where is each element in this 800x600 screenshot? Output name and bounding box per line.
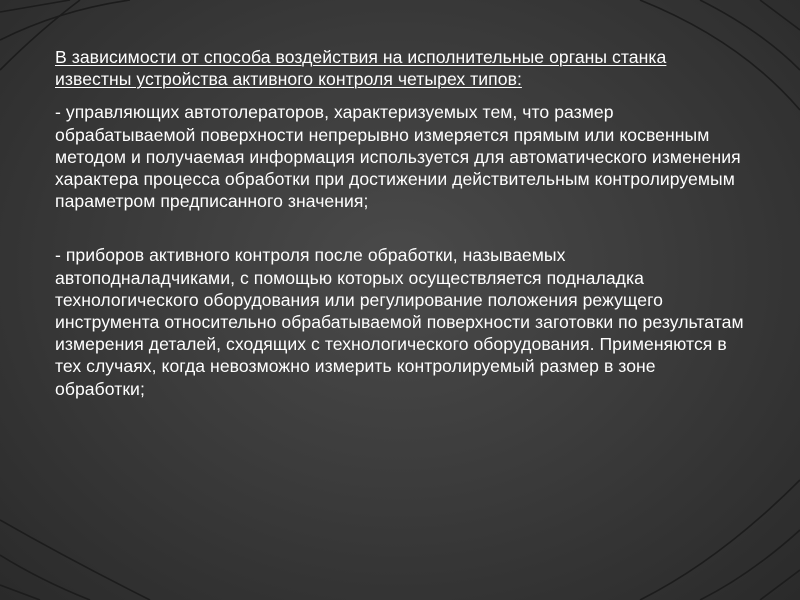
list-item: - управляющих автотолераторов, характеризуемых тем, что размер обрабатываемой поверхности непрерывно измеряется прямым или косвенным методом и получаемая информация используется для автоматического изменения характера процесса обработки при достижении действительным контролируемым параметром предписанного значения; <box>55 102 741 212</box>
bg-line <box>0 0 70 12</box>
bg-line <box>640 480 800 600</box>
bg-line <box>760 570 800 600</box>
list-item: - приборов активного контроля после обработки, называемых автоподналадчиками, с помощью которых осуществляется подналадка технологического оборудования или регулирование положения режущего инструмента относительно обрабатываемой поверхности заготовки по результатам измерения деталей, сходящих с технологического оборудования. Применяются в тех случаях, когда невозможно измерить контролируемый размер в зоне обработки; <box>55 245 744 399</box>
bg-line <box>0 520 150 600</box>
slide-content <box>55 46 745 400</box>
bg-line <box>0 585 40 600</box>
bg-line <box>760 0 800 30</box>
bg-line <box>0 0 130 40</box>
bg-line <box>700 530 800 600</box>
intro-paragraph: В зависимости от способа воздействия на исполнительные органы станка известны устройства активного контроля четырех типов: <box>55 47 667 90</box>
